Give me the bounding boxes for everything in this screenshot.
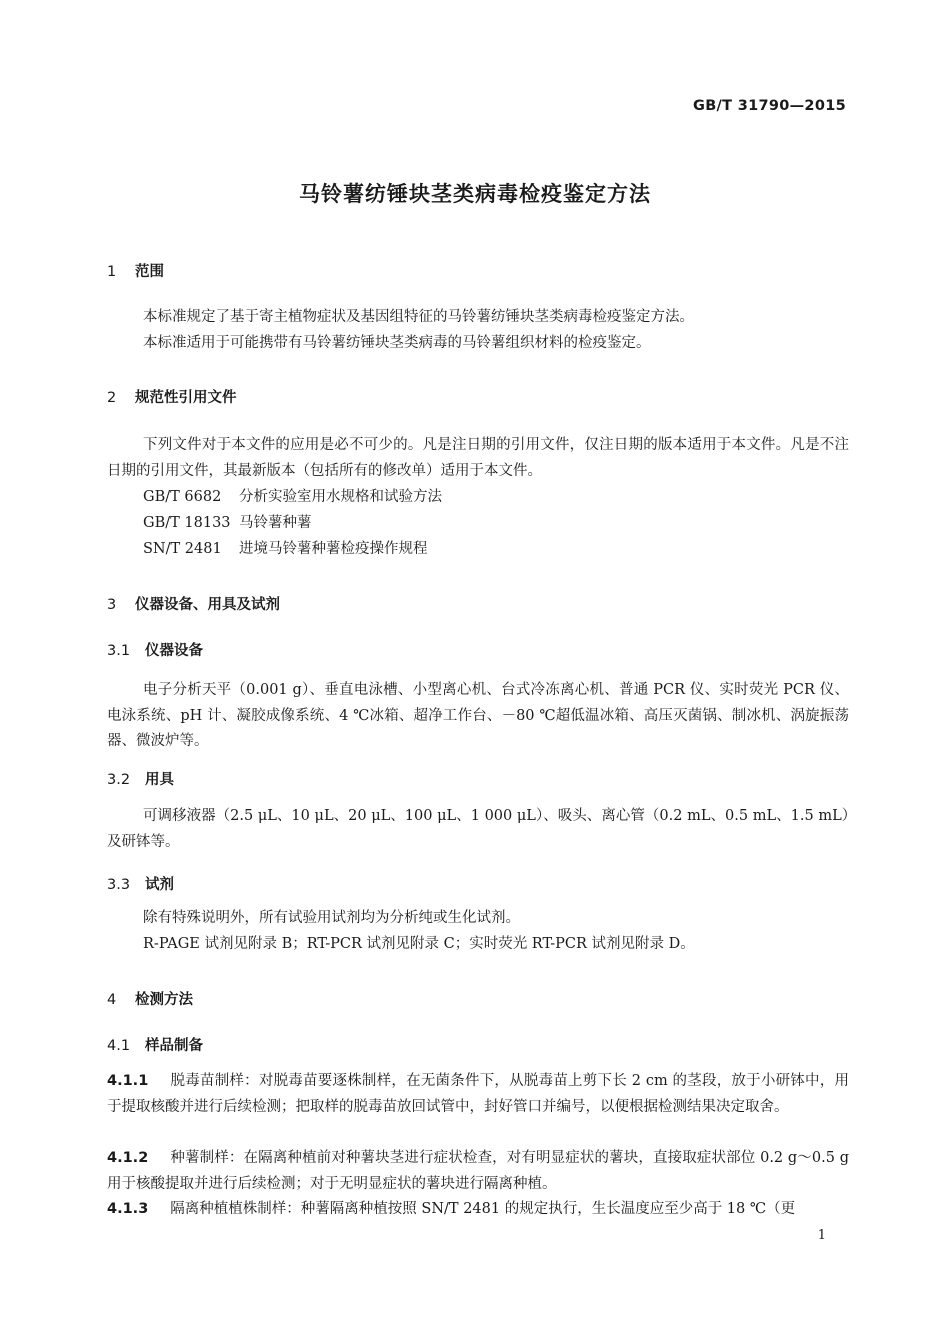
reference-title: 马铃薯种薯: [239, 515, 312, 531]
reference-item: [143, 511, 312, 532]
section-number: 4: [107, 992, 117, 1008]
subsection-number: 4.1: [107, 1038, 131, 1054]
clause-number: 4.1.2: [107, 1150, 149, 1166]
clause-text: 种薯制样：在隔离种植前对种薯块茎进行症状检查，对有明显症状的薯块，直接取症状部位 0.2 g～0.5 g 用于核酸提取并进行后续检测；对于无明显症状的薯块进行隔离种植。: [107, 1150, 849, 1192]
page-title: 马铃薯纺锤块茎类病毒检疫鉴定方法: [299, 182, 651, 206]
section-title: 范围: [135, 264, 164, 280]
subsection-number: 3.3: [107, 877, 131, 893]
page-number: 1: [817, 1228, 826, 1243]
subsection-title: 用具: [145, 772, 174, 788]
subsection-heading-3-3: [107, 873, 174, 894]
reference-title: 进境马铃薯种薯检疫操作规程: [239, 541, 428, 557]
section-heading-2: [107, 386, 237, 407]
reference-code: GB/T 18133: [143, 515, 231, 531]
paragraph: 本标准规定了基于寄主植物症状及基因组特征的马铃薯纺锤块茎类病毒检疫鉴定方法。: [143, 309, 694, 325]
reference-title: 分析实验室用水规格和试验方法: [239, 489, 442, 505]
subsection-heading-3-2: [107, 768, 174, 789]
paragraph: 电子分析天平（0.001 g）、垂直电泳槽、小型离心机、台式冷冻离心机、普通 PCR 仪、实时荧光 PCR 仪、电泳系统、pH 计、凝胶成像系统、4 ℃冰箱、超净工作台、－80 ℃超低温冰箱、高压灭菌锅、制冰机、涡旋振荡器、微波炉等。: [107, 682, 849, 749]
subsection-heading-3-1: [107, 639, 203, 660]
section-title: 检测方法: [135, 992, 193, 1008]
clause-4-1-1: [107, 1069, 849, 1120]
paragraph: R-PAGE 试剂见附录 B；RT-PCR 试剂见附录 C；实时荧光 RT-PCR 试剂见附录 D。: [143, 936, 695, 952]
reference-code: GB/T 6682: [143, 489, 222, 505]
clause-text: 脱毒苗制样：对脱毒苗要逐株制样，在无菌条件下，从脱毒苗上剪下长 2 cm 的茎段，放于小研钵中，用于提取核酸并进行后续检测；把取样的脱毒苗放回试管中，封好管口并编号，以便根据检测结果决定取舍。: [107, 1073, 849, 1115]
paragraph: 下列文件对于本文件的应用是必不可少的。凡是注日期的引用文件，仅注日期的版本适用于本文件。凡是不注日期的引用文件，其最新版本（包括所有的修改单）适用于本文件。: [107, 437, 849, 479]
section-number: 2: [107, 390, 117, 406]
document-code: GB/T 31790—2015: [693, 98, 846, 114]
reference-item: [143, 485, 442, 506]
reference-code: SN/T 2481: [143, 541, 222, 557]
paragraph: 除有特殊说明外，所有试验用试剂均为分析纯或生化试剂。: [143, 910, 520, 926]
subsection-title: 仪器设备: [145, 643, 203, 659]
clause-text: 隔离种植植株制样：种薯隔离种植按照 SN/T 2481 的规定执行，生长温度应至少高于 18 ℃（更: [170, 1201, 796, 1217]
subsection-number: 3.2: [107, 772, 131, 788]
reference-item: [143, 537, 428, 558]
section-title: 规范性引用文件: [135, 390, 237, 406]
subsection-number: 3.1: [107, 643, 131, 659]
clause-4-1-3: [107, 1197, 849, 1223]
clause-number: 4.1.1: [107, 1073, 149, 1089]
paragraph: 本标准适用于可能携带有马铃薯纺锤块茎类病毒的马铃薯组织材料的检疫鉴定。: [143, 335, 651, 351]
section-heading-3: [107, 593, 280, 614]
subsection-title: 样品制备: [145, 1038, 203, 1054]
paragraph: 可调移液器（2.5 μL、10 μL、20 μL、100 μL、1 000 μL）、吸头、离心管（0.2 mL、0.5 mL、1.5 mL）及研钵等。: [107, 808, 849, 850]
section-number: 3: [107, 597, 117, 613]
section-heading-1: [107, 260, 164, 281]
subsection-title: 试剂: [145, 877, 174, 893]
clause-number: 4.1.3: [107, 1201, 149, 1217]
subsection-heading-4-1: [107, 1034, 203, 1055]
section-heading-4: [107, 988, 193, 1009]
section-number: 1: [107, 264, 117, 280]
section-title: 仪器设备、用具及试剂: [135, 597, 280, 613]
clause-4-1-2: [107, 1146, 849, 1197]
